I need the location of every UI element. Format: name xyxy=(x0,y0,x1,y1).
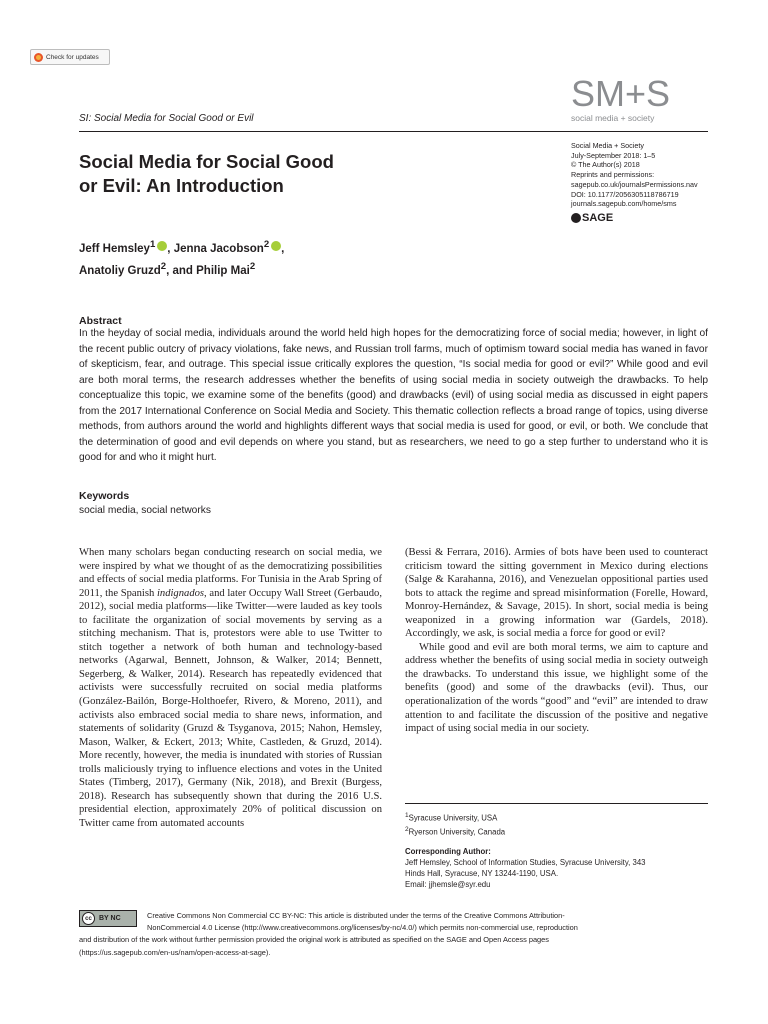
body-column-left xyxy=(79,546,382,830)
article-title-line2: or Evil: An Introduction xyxy=(79,175,284,196)
affiliation-sup: 1 xyxy=(149,239,156,250)
body-paragraph xyxy=(79,546,382,830)
author-line2 xyxy=(79,258,284,280)
journal-name: Social Media + Society xyxy=(571,141,644,150)
journal-issue: July-September 2018: 1–5 xyxy=(571,150,656,160)
footnote-sup: 1 xyxy=(405,812,409,819)
corresponding-author-line: Hinds Hall, Syracuse, NY 13244-1190, USA. xyxy=(405,869,559,879)
sage-logo-text: SAGE xyxy=(582,212,614,224)
author-name[interactable]: Philip Mai xyxy=(196,264,250,277)
header-rule xyxy=(79,131,708,132)
license-line: Creative Commons Non Commercial CC BY-NC: This article is distributed under the terms of the Creative Commons Attribution- xyxy=(147,911,565,920)
author-name[interactable]: Jeff Hemsley xyxy=(79,242,150,255)
footnotes xyxy=(405,810,708,890)
cc-badge-text: BY NC xyxy=(99,915,121,922)
body-text-italic: indignados xyxy=(156,587,205,599)
special-issue-label: SI: Social Media for Social Good or Evil xyxy=(79,113,254,124)
license-line: (https://us.sagepub.com/en-us/nam/open-access-at-sage). xyxy=(79,947,271,957)
cc-icon: cc xyxy=(82,912,95,925)
body-text: When many scholars began conducting research on social media, we were inspired by what we thought of as the democratizing possibilities and effects of social media platforms. For Tunisia in the Arab Spring of 2011, the Spanish xyxy=(79,547,382,599)
journal-logo-subtitle: social media + society xyxy=(571,113,655,123)
sage-mark-icon xyxy=(571,213,581,223)
orcid-icon[interactable] xyxy=(157,241,167,251)
crossmark-icon xyxy=(34,53,43,62)
footnote-sup: 2 xyxy=(405,825,409,833)
body-column-right xyxy=(405,546,708,736)
affiliation-sup: 2 xyxy=(160,260,167,272)
license-line: NonCommercial 4.0 License (http://www.creativecommons.org/licenses/by-nc/4.0/) which permits non-commercial use, reproduction xyxy=(147,923,578,933)
author-separator: , and xyxy=(166,264,197,277)
affiliation-footnote xyxy=(405,824,708,838)
orcid-icon[interactable] xyxy=(271,241,281,251)
footnote-text: Ryerson University, Canada xyxy=(408,827,506,837)
author-name[interactable]: Anatoliy Gruzd xyxy=(79,264,161,277)
journal-logo: SM+S xyxy=(571,73,671,114)
footnote-text: Syracuse University, USA xyxy=(408,813,498,823)
author-separator: , xyxy=(167,242,174,255)
abstract-heading: Abstract xyxy=(79,315,122,327)
keywords-heading: Keywords xyxy=(79,490,130,502)
license-text xyxy=(79,910,708,959)
permissions-link[interactable]: sagepub.co.uk/journalsPermissions.nav xyxy=(571,179,698,189)
footnote-rule xyxy=(405,803,708,804)
copyright: © The Author(s) 2018 xyxy=(571,160,640,170)
check-for-updates-label: Check for updates xyxy=(46,53,99,61)
article-title-line1: Social Media for Social Good xyxy=(79,151,334,172)
body-paragraph: (Bessi & Ferrara, 2016). Armies of bots have been used to counteract criticism toward the sitting government in Mexico during elections (Salge & Karahanna, 2016), and Venezuelan oppositional parties used bots to attack the regime and spread misinformation (Forelle, Howard, Monroy-Hernández, & Savage, 2015). In short, social media is being weaponized in a growing information war (Gardels, 2018). Accordingly, we ask, is social media a force for good or evil? xyxy=(405,547,708,640)
article-title xyxy=(79,150,419,198)
abstract-text: In the heyday of social media, individuals around the world held high hopes for the democratizing force of social media; however, in light of the recent public outcry of privacy violations, fake news, and Russian troll farms, much of optimism toward social media has waned in favor of skepticism, fear, and outrage. This special issue critically explores the question, “Is social media for good or evil?” While good and evil are both moral terms, the research addresses whether the benefits of using social media in society outweigh the drawbacks. To help conceptualize this topic, we examine some of the benefits (good) and drawbacks (evil) of using social media as discussed in eight papers from the 2017 International Conference on Social Media and Society. This thematic collection reflects a broad range of topics, using diverse methods, from authors around the world and highlights different ways that social media is used for good, or evil, or both. We conclude that the determination of good and evil depends on where you stand, but as researchers, we need to go a step further to understand who it is good for and who it might hurt. xyxy=(79,328,708,463)
corresponding-author-heading: Corresponding Author: xyxy=(405,847,491,857)
check-for-updates-button[interactable] xyxy=(30,49,110,65)
body-text: , and later Occupy Wall Street (Gerbaudo, 2012), social media platforms—like Twitter—were lauded as key tools to facilitate the organization of social movements by serving as a stitching mechanism. That is, protestors were able to use Twitter to stitch together a network of both human and technology-based networks (Agarwal, Bennett, Johnson, & Walker, 2014; Bennett, Segerberg, & Walker, 2014). Research has repeatedly evidenced that activists were successfully recruited on social media platforms (González-Bailón, Borge-Holthoefer, Rivero, & Moreno, 2011), and activists also embraced social media to share news, information, and statements of solidarity (Gruzd & Tsyganova, 2015; Nahon, Hemsley, Mason, Walker, & Eckert, 2013; White, Castleden, & Gruzd, 2014). More recently, however, the media is inundated with stories of Russian trolls maliciously trying to influence elections and votes in the United States (Timberg, 2017), Germany (Nik, 2018), and Brexit (Burgess, 2018). Research has subsequently shown that during the 2016 U.S. presidential election, approximately 20% of political discussion on Twitter came from automated accounts xyxy=(79,587,382,829)
author-line1 xyxy=(79,236,284,258)
author-name[interactable]: Jenna Jacobson xyxy=(173,242,264,255)
author-separator: , xyxy=(281,242,285,255)
journal-info xyxy=(571,141,698,209)
journal-home-link[interactable]: journals.sagepub.com/home/sms xyxy=(571,199,677,209)
affiliation-sup: 2 xyxy=(249,260,256,272)
affiliation-sup: 2 xyxy=(263,239,270,250)
doi[interactable]: DOI: 10.1177/2056305118786719 xyxy=(571,189,679,199)
corresponding-author-line: Jeff Hemsley, School of Information Studies, Syracuse University, 343 xyxy=(405,858,646,868)
author-list xyxy=(79,236,284,280)
reprints-label: Reprints and permissions: xyxy=(571,170,655,180)
sage-logo xyxy=(571,212,613,224)
license-line: and distribution of the work without further permission provided the original work is attributed as specified on the SAGE and Open Access pages xyxy=(79,935,549,945)
affiliation-footnote xyxy=(405,810,708,824)
corresponding-author-email[interactable]: Email: jjhemsle@syr.edu xyxy=(405,880,491,890)
keywords-text: social media, social networks xyxy=(79,505,211,516)
body-paragraph: While good and evil are both moral terms, we aim to capture and address whether the benefits of using social media in society outweigh the drawbacks. To understand this issue, we highlight some of the benefits (good) and some of the drawbacks (evil). Thus, our operationalization of the words “good” and “evil” are intended to draw attention to and facilitate the discussion of the positive and negative impact of using social media in our society. xyxy=(405,641,708,735)
